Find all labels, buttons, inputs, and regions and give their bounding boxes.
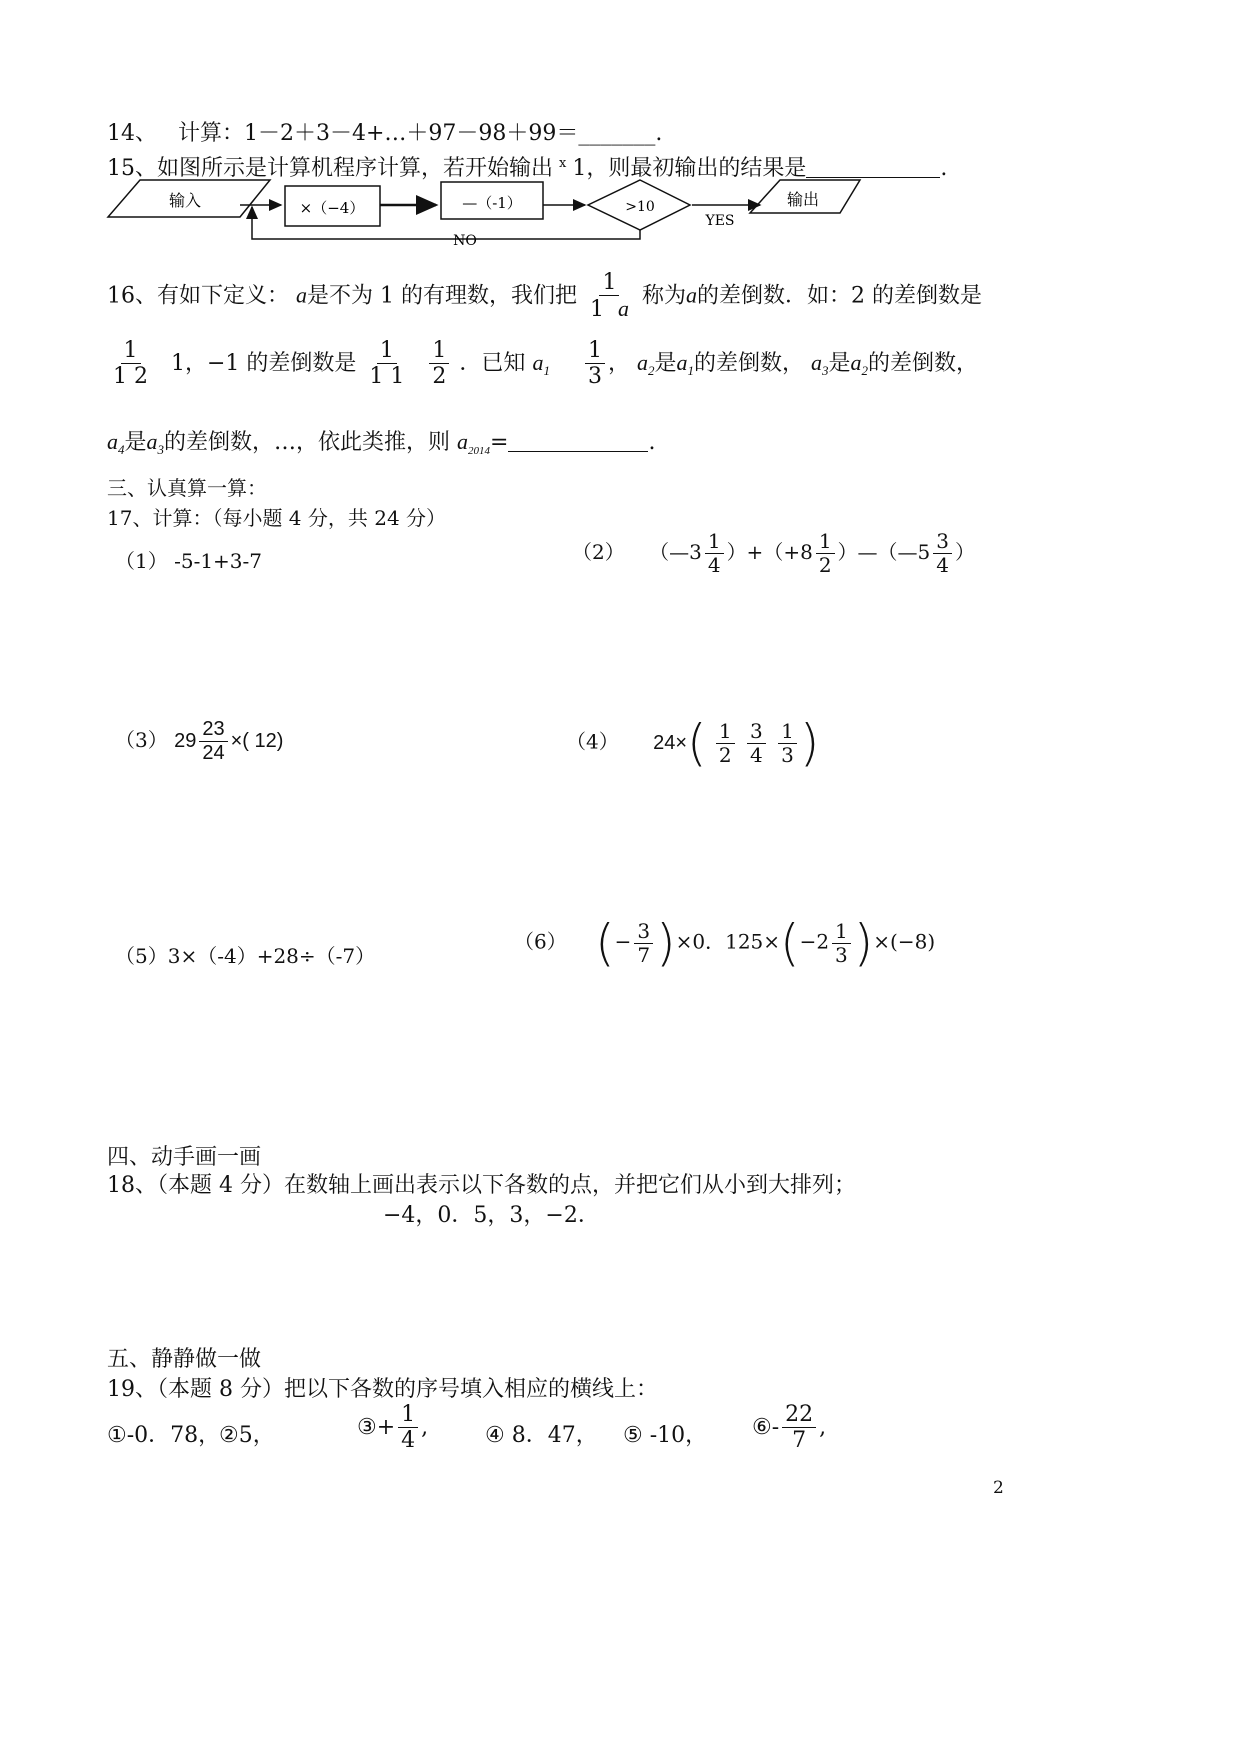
q14-text: 计算：1－2＋3－4+…＋97－98＋99＝ [178, 121, 579, 146]
frac-1-over-1-minus-a [587, 270, 632, 323]
q17-p1: （1） -5-1+3-7 [115, 549, 263, 573]
q16-p3: 称为 [641, 283, 686, 309]
frac-den-a: a [617, 296, 629, 322]
q16-rest4: 的差倒数， [867, 350, 978, 376]
p3-int: 29 [174, 730, 197, 752]
q19-item-2: ②5， [219, 1423, 275, 1448]
q19-item-5: ⑤ -10， [623, 1423, 708, 1448]
p6-paren-1-close: ) [656, 914, 676, 972]
frac-num-3: 1 [377, 338, 397, 364]
q14-end: . [655, 121, 663, 146]
frac-num: 1 [599, 270, 619, 296]
a2: $a_2$ [636, 349, 655, 378]
p6-frac: $\frac{3}{7}$ [634, 920, 653, 967]
frac-third-num: 1 [585, 338, 605, 364]
flow-no: NO [453, 233, 477, 249]
p2-part-1: ）+（+8 [726, 540, 813, 564]
p6-paren-2-close: ) [853, 914, 874, 972]
p4-frac-0: $\frac{1}{2}$ [716, 720, 735, 767]
frac-one-third [585, 338, 605, 390]
q16-l3-text: 的差倒数，…，依此类推，则 [164, 430, 451, 455]
frac-den-3: 1 1 [369, 364, 405, 390]
q16-rest3: 是 [828, 350, 851, 376]
q16-p1: 16、有如下定义： [107, 283, 289, 309]
frac-den-1: 1 [589, 297, 604, 323]
q17-p3 [115, 718, 283, 765]
q15-end: . [940, 156, 948, 181]
section-3-heading: 三、认真算一算： [107, 476, 267, 500]
a1-b: $a_1$ [676, 349, 694, 378]
q19-items [107, 1402, 867, 1462]
p6-mid: ×0．125× [675, 929, 781, 954]
section-5-heading: 五、静静做一做 [107, 1347, 262, 1372]
p3-frac: $\frac{23}{24}$ [199, 718, 227, 765]
q19-item-6: ⑥- $\frac{22}{7}$ , [752, 1402, 827, 1454]
q17-p6: （6） (− $\frac{3}{7}$ )×0．125×(−2 $\frac{1}{3}$ )×(−8) [514, 914, 936, 972]
q18-title: 18、（本题 4 分）在数轴上画出表示以下各数的点，并把它们从小到大排列； [107, 1173, 856, 1198]
q19-item-3: ③+ $\frac{1}{4}$ , [357, 1402, 429, 1454]
p3-label: （3） [115, 728, 168, 752]
frac-half-num: 1 [429, 338, 449, 364]
a1: $a_1$ [532, 349, 550, 378]
p4-left-paren: ( [687, 714, 707, 772]
q15-text2: 1，则最初输出的结果是 [572, 156, 807, 181]
frac-1-over-1-minus-2 [110, 338, 151, 390]
q19-title: 19、（本题 8 分）把以下各数的序号填入相应的横线上： [107, 1377, 658, 1402]
a2014: $a_{2014}$ [457, 429, 491, 457]
q16-l3-eq: = [490, 430, 509, 455]
p6-paren-1-open: ( [595, 914, 615, 972]
p2-part-2: ）—（—5 [837, 540, 931, 564]
q17-p5: （5）3×（-4）+28÷（-7） [115, 944, 376, 968]
p4-label: （4） [566, 729, 619, 754]
question-14 [107, 116, 662, 147]
flow-condition: >10 [625, 199, 655, 215]
p3-tail: ×( 12) [230, 730, 284, 752]
q17-p2 [572, 530, 975, 577]
flowchart [100, 175, 880, 250]
p2-part-3: ） [955, 540, 976, 564]
p2-part-0: （—3 [649, 540, 702, 564]
page-number: 2 [993, 1478, 1004, 1498]
frac-third-den: 3 [587, 364, 602, 390]
p2-label: （2） [572, 540, 625, 564]
p2-frac-0: $\frac{1}{4}$ [705, 530, 724, 577]
q16-line-1 [107, 270, 982, 323]
q16-rest2: 的差倒数， [693, 350, 804, 376]
p6-tail: ×(−8) [873, 929, 936, 954]
section-4-heading: 四、动手画一画 [107, 1145, 262, 1170]
p4-lead: 24× [653, 731, 688, 754]
p6-frac-2: $\frac{1}{3}$ [832, 920, 851, 967]
q16-line-2: $\frac{1}{1 2}$ 1，−1 的差倒数是 $\frac{1}{1 1}$ $\frac{1}{2}$ ．已知 $a_1$ $\frac{1}{3}$ ， $a_2$是$a_1$的差倒数， $a_3$是$a_2$的差倒数， [107, 338, 978, 390]
p4-right-paren: ) [799, 714, 820, 772]
frac-num-2: 1 [121, 338, 141, 364]
q15-artifact: x [559, 156, 567, 171]
flow-subtract: —（-1） [462, 194, 522, 212]
q19-item-4: ④ 8．47， [485, 1423, 598, 1448]
q16-blank [508, 451, 648, 452]
a2-b: $a_2$ [850, 349, 868, 378]
p4-frac-1: $\frac{3}{4}$ [747, 720, 766, 767]
frac-half-den: 2 [432, 364, 447, 390]
a3-b: $a_3$ [146, 429, 165, 457]
flow-input: 输入 [168, 191, 202, 210]
frac-1-over-1-minus-minus1 [366, 338, 407, 390]
p6-label: （6） [514, 929, 567, 954]
q16-l3-dot: . [648, 430, 656, 455]
p4-frac-2: $\frac{1}{3}$ [778, 720, 797, 767]
a3: $a_3$ [810, 349, 829, 378]
frac-one-half [429, 338, 449, 390]
p2-frac-2: $\frac{3}{4}$ [933, 530, 952, 577]
q16-l3-is: 是 [124, 430, 147, 455]
var-a: a [296, 282, 307, 308]
q14-label: 14、 [107, 121, 157, 146]
a4: $a_4$ [107, 429, 125, 457]
p6-paren-2-open: ( [780, 914, 800, 972]
q18-nums: −4，0．5，3，−2． [383, 1203, 600, 1228]
q16-known: ．已知 [459, 350, 526, 376]
q15-text: 15、如图所示是计算机程序计算，若开始输出 [107, 156, 553, 181]
q16-l2-eq: 1，−1 的差倒数是 [171, 350, 357, 376]
q19-item-1: ①-0．78， [107, 1423, 221, 1448]
flow-yes: YES [705, 213, 735, 229]
q14-blank: _______ [578, 121, 656, 146]
q17-p4 [566, 714, 820, 772]
q16-line-3 [107, 425, 655, 458]
flow-output: 输出 [786, 190, 820, 209]
q16-p2: 是不为 1 的有理数，我们把 [307, 283, 577, 309]
q17-title: 17、计算：（每小题 4 分，共 24 分） [107, 506, 447, 530]
var-a-2: a [686, 282, 697, 308]
p6-int: −2 [799, 929, 830, 954]
flow-multiply: ×（−4） [299, 199, 365, 217]
q16-rest: 是 [654, 350, 677, 376]
p2-frac-1: $\frac{1}{2}$ [816, 530, 835, 577]
frac-den-2: 1 2 [113, 364, 148, 390]
q16-p4: 的差倒数．如：2 的差倒数是 [697, 283, 982, 309]
